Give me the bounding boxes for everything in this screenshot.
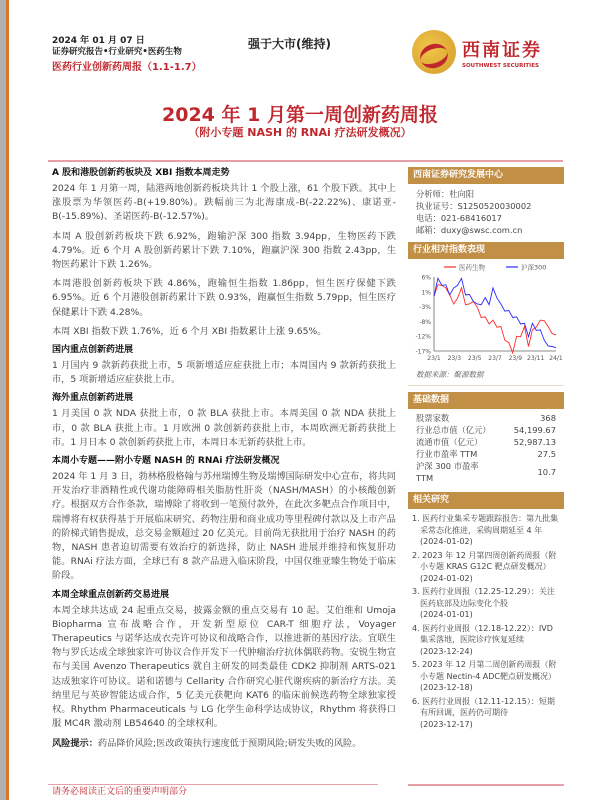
basic-value: 368	[540, 413, 556, 423]
risk-text: 药品降价风险;医改政策执行速度低于预期风险;研发失败的风险。	[97, 737, 362, 749]
basic-data-row	[408, 460, 564, 484]
company-logo	[412, 30, 562, 76]
rating: 强于大市(维持)	[248, 37, 331, 51]
sidebar	[408, 167, 564, 736]
basic-label: 流通市值（亿元）	[416, 437, 483, 447]
related-title: 4. 医药行业周报（12.18-12.22）：IVD 集采落地，医院诊疗恢复延续	[412, 623, 553, 644]
chart-source: 数据来源：聚源数据	[416, 370, 484, 379]
basic-data-row	[408, 436, 564, 448]
logo-emblem-icon	[412, 30, 456, 74]
paragraph: 1 月美国 0 款 NDA 获批上市，0 款 BLA 获批上市。本周美国 0 款 NDA 获批上市，0 款 BLA 获批上市。1 月欧洲 0 款创新药获批上市，本周欧洲无新药获批上市。1 月日本 0 款创新药获批上市，本周日本无新药获批上市。	[52, 408, 396, 448]
x-tick-label: 23/9	[508, 355, 523, 362]
related-research-item[interactable]	[412, 623, 560, 658]
related-title: 5. 2023 年 12 月第二周创新药周报（附小专题 Nectin-4 ADC靶点研发概况）	[412, 660, 557, 681]
report-date: 2024 年 01 月 07 日	[52, 36, 145, 46]
paragraph: 本周 A 股创新药板块下跌 6.92%，跑输沪深 300 指数 3.94pp，生物医药下跌 4.79%。近 6 个月 A 股创新药累计下跌 7.10%，跑赢沪深 300 指数 2.43pp，生物医药累计下跌 1.26%。	[52, 230, 396, 271]
page-subtitle: （附小专题 NASH 的 RNAi 疗法研发概况）	[188, 126, 412, 139]
related-title: 2. 2023 年 12 月第四周创新药周报（附小专题 KRAS G12C 靶点研发概况）	[412, 550, 557, 571]
related-title: 3. 医药行业周报（12.25-12.29）：关注医药底部及边际变化个股	[412, 587, 555, 608]
x-tick-label: 23/7	[488, 355, 502, 362]
main-column	[52, 167, 396, 756]
basic-data-title: 基础数据	[408, 392, 564, 409]
related-title: 1. 医药行业集采专题跟踪报告：第九批集采常态化推进，采购周期延至 4 年	[412, 514, 559, 535]
related-research-list	[408, 509, 564, 736]
related-date: (2023-12-17)	[420, 719, 473, 729]
related-date: (2023-12-18)	[420, 683, 473, 692]
divider	[408, 385, 564, 386]
paragraph: 本周全球共达成 24 起重点交易，披露金额的重点交易有 10 起。艾伯维和 Umoja Biopharma 宣布战略合作，开发新型原位 CAR-T 细胞疗法，Voyager Therapeutics 与诺华达成衣壳许可协议和战略合作，以推进新的基因疗法。宜联生物与罗氏达成全球独家许可协议合作开发下一代肿瘤治疗抗体偶联药物。安锐生物宣布与美国 Avenzo Therapeutics 就自主研发的同类最佳 CDK2 抑制剂 ARTS-021 达成独家许可协议。诺和诺德与 Cellarity 合作研究心脏代谢疾病的新治疗方法。美纳里尼与英矽智能达成合作，5 亿美元获靶向 KAT6 的临床前候选药物全球独家授权。Rhythm Pharmaceuticals 与 LG 化学生命科学达成协议，Rhythm 将获得口服 MC4R 激动剂 LB54640 的全球权利。	[52, 604, 396, 730]
basic-data-table	[408, 412, 564, 484]
basic-data-row	[408, 424, 564, 436]
section-heading: 国内重点创新药进展	[52, 345, 134, 356]
y-tick-label: -8%	[419, 318, 431, 326]
basic-label: 行业市盈率 TTM	[416, 449, 478, 459]
logo-cn: 西南证券	[462, 40, 542, 61]
basic-value: 10.7	[537, 467, 556, 477]
related-research-item[interactable]	[412, 513, 560, 548]
risk-note	[52, 737, 396, 751]
relative-index-chart	[408, 259, 564, 369]
section-heading: 本周小专题——附小专题 NASH 的 RNAi 疗法研发概况	[52, 456, 280, 467]
paragraph: 1 月国内 9 款新药获批上市，5 项新增适应症获批上市；本周国内 9 款新药获批上市，5 项新增适应症获批上市。	[52, 360, 396, 386]
phone: 电话：021-68416017	[416, 213, 502, 223]
x-tick-label: 23/11	[527, 355, 545, 362]
related-research-item[interactable]	[412, 696, 560, 731]
related-research-item[interactable]	[412, 659, 560, 694]
basic-data-row	[408, 412, 564, 424]
chart-title: 行业相对指数表现	[408, 242, 564, 259]
basic-label: 行业总市值（亿元）	[416, 425, 491, 435]
series-line-pharma	[434, 285, 556, 353]
divider	[48, 784, 378, 785]
analyst-info	[408, 184, 564, 242]
section-heading: 本周全球重点创新药交易进展	[52, 589, 170, 600]
paragraph: 本周 XBI 指数下跌 1.76%，近 6 个月 XBI 指数累计上涨 9.65%。	[52, 325, 327, 337]
report-category: 证券研究报告•行业研究•医药生物	[52, 47, 182, 57]
x-tick-label: 23/5	[467, 355, 482, 362]
divider	[48, 160, 563, 162]
logo-en: SOUTHWEST SECURITIES	[462, 63, 539, 69]
basic-value: 52,987.13	[513, 437, 556, 447]
legend-label: 沪深300	[521, 263, 547, 272]
license: 执业证号：S1250520030002	[416, 201, 532, 211]
report-series: 医药行业创新药周报（1.1-1.7）	[52, 62, 202, 73]
divider	[408, 784, 564, 786]
email[interactable]: 邮箱：duxy@swsc.com.cn	[416, 225, 523, 235]
basic-value: 54,199.67	[513, 425, 556, 435]
y-tick-label: -12%	[415, 333, 431, 341]
y-tick-label: -17%	[415, 348, 431, 356]
related-date: (2024-01-02)	[420, 573, 473, 583]
related-title: 6. 医药行业周报（12.11-12.15）：短期有所回调，医药仍可期待	[412, 696, 555, 717]
chart-svg	[408, 259, 564, 369]
paragraph: 2024 年 1 月 3 日，勃林格殷格翰与苏州瑞博生物及瑞博国际研发中心宣布，将共同开发治疗非酒精性或代谢功能障碍相关脂肪性肝炎（NASH/MASH）的小核酸创新疗。根据双方合作条款，瑞博除了将收到一笔预付款外，在此次多靶点合作项目中，瑞博将有权获得基于开展临床研究、药物注册和商业成功等里程碑付款以及上市产品的阶梯式销售提成，总交易金额超过 20 亿美元。目前尚无获批用于治疗 NASH 的药物，NASH 患者迫切需要有效治疗的新选择，防止 NASH 进展并维持和恢复肝功能。RNAi 疗法方面，全球已有 8 款产品进入临床阶段，中国仅维亚臻生物处于临床阶段。	[52, 471, 396, 582]
risk-label: 风险提示：	[52, 737, 98, 749]
section-heading: A 股和港股创新药板块及 XBI 指数本周走势	[52, 168, 230, 178]
x-tick-label: 23/1	[427, 355, 441, 362]
footer-disclaimer: 请务必阅读正文后的重要声明部分	[52, 787, 188, 797]
x-tick-label: 24/1	[549, 355, 563, 362]
related-date: (2024-01-01)	[420, 610, 473, 619]
related-date: (2023-12-24)	[420, 646, 473, 656]
y-tick-label: -3%	[419, 304, 431, 312]
section-heading: 海外重点创新药进展	[52, 393, 134, 404]
basic-label: 股票家数	[416, 413, 450, 423]
related-research-item[interactable]	[412, 550, 560, 585]
y-tick-label: 6%	[421, 274, 431, 282]
related-research-item[interactable]	[412, 586, 560, 621]
paragraph: 2024 年 1 月第一周，陆港两地创新药板块共计 1 个股上涨，61 个股下跌。其中上涨股票为华领医药-B(+19.80%)。跌幅前三为北海康成-B(-22.22%)、康诺亚-B(-15.89%)、圣诺医药-B(-12.57%)。	[52, 183, 396, 223]
related-research-title: 相关研究	[408, 492, 564, 509]
y-tick-label: 1%	[421, 289, 431, 297]
basic-label: 沪深 300 市盈率 TTM	[416, 461, 479, 483]
basic-data-row	[408, 448, 564, 460]
basic-value: 27.5	[537, 449, 556, 459]
legend-label: 医药生物	[459, 263, 485, 272]
paragraph: 本周港股创新药板块下跌 4.86%，跑输恒生指数 1.86pp，恒生医疗保健下跌 6.95%。近 6 个月港股创新药累计下跌 0.93%，跑赢恒生指数 5.79pp，恒生医疗保健累计下跌 4.28%。	[52, 278, 396, 318]
related-date: (2024-01-02)	[420, 537, 473, 546]
series-line-hs300	[434, 278, 556, 348]
page-title: 2024 年 1 月第一周创新药周报	[162, 104, 438, 126]
center-title: 西南证券研究发展中心	[408, 167, 564, 184]
analyst: 分析师：杜向阳	[416, 189, 475, 199]
x-tick-label: 23/3	[447, 355, 462, 362]
